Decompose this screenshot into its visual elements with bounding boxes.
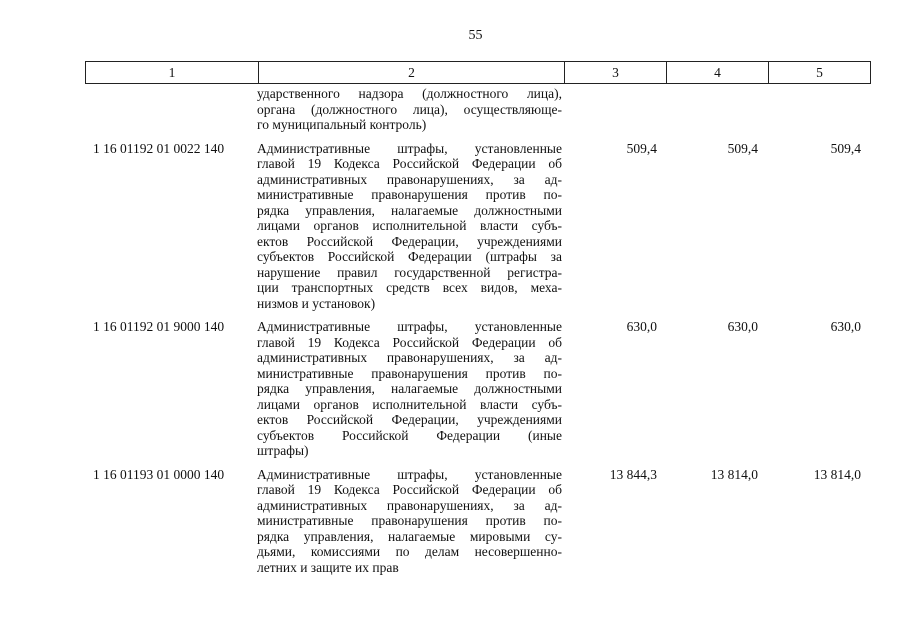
value-cell-5: 509,4	[830, 140, 861, 156]
code-cell: 1 16 01192 01 0022 140	[93, 140, 225, 156]
continuation-row	[85, 86, 867, 133]
code-cell: 1 16 01193 01 0000 140	[93, 466, 225, 482]
description-line: рядка управления, налагаемые мировыми су-	[257, 528, 562, 544]
description-line: нарушение правил государственной регистра-	[257, 264, 562, 280]
description-line: субъектов Российской Федерации (штрафы за	[257, 249, 562, 264]
description-line: лицами органов исполнительной власти субъ-	[257, 218, 562, 233]
description-line: дьями, комиссиями по делам несовершенно-	[257, 544, 562, 559]
value-cell-5: 630,0	[830, 319, 861, 334]
value-cell-3: 13 844,3	[609, 466, 657, 482]
description-line: лицами органов исполнительной власти субъ-	[257, 396, 562, 412]
description-line: административных правонарушениях, за ад-	[257, 350, 562, 365]
column-header-4: 4	[667, 62, 769, 84]
description-cell	[257, 141, 562, 312]
value-cell-4: 509,4	[727, 140, 758, 156]
table-row	[85, 141, 867, 312]
description-line: Административные штрафы, установленные	[257, 466, 562, 482]
description-line: административных правонарушениях, за ад-	[257, 497, 562, 513]
description-line: летних и защите их прав	[257, 559, 399, 575]
description-line: ции транспортных средств всех видов, меха-	[257, 280, 562, 295]
table-body	[85, 86, 867, 583]
description-line: го муниципальный контроль)	[257, 117, 427, 132]
description-line: субъектов Российской Федерации (иные	[257, 427, 562, 443]
description-line: рядка управления, налагаемые должностными	[257, 381, 562, 396]
column-header-5: 5	[769, 62, 871, 84]
value-cell-4: 13 814,0	[710, 466, 758, 482]
column-header-3: 3	[565, 62, 667, 84]
description-cell	[257, 467, 562, 576]
description-line: Административные штрафы, установленные	[257, 319, 562, 334]
description-line: Административные штрафы, установленные	[257, 140, 562, 156]
code-cell	[85, 86, 257, 133]
value-cell-5: 13 814,0	[813, 466, 861, 482]
table-row	[85, 319, 867, 459]
value-cell-3: 509,4	[626, 140, 657, 156]
description-line: главой 19 Кодекса Российской Федерации об	[257, 482, 562, 497]
description-line: министративные правонарушения против по-	[257, 365, 562, 381]
description-line: министративные правонарушения против по-	[257, 187, 562, 202]
value-cell-4: 630,0	[727, 319, 758, 334]
description-cell	[257, 319, 562, 459]
description-line: главой 19 Кодекса Российской Федерации об	[257, 334, 562, 350]
column-header-1: 1	[86, 62, 259, 84]
description-line: ектов Российской Федерации, учреждениями	[257, 233, 562, 249]
description-line: низмов и установок)	[257, 295, 376, 311]
description-line: ударственного надзора (должностного лица),	[257, 86, 562, 101]
table-row	[85, 467, 867, 576]
column-header-2: 2	[259, 62, 565, 84]
description-line: органа (должностного лица), осуществляюще-	[257, 101, 562, 117]
value-cell-3: 630,0	[626, 319, 657, 334]
description-line: главой 19 Кодекса Российской Федерации об	[257, 156, 562, 171]
description-line: рядка управления, налагаемые должностными	[257, 202, 562, 218]
description-line: штрафы)	[257, 443, 309, 458]
description-line: министративные правонарушения против по-	[257, 513, 562, 528]
description-line: ектов Российской Федерации, учреждениями	[257, 412, 562, 427]
description-line: административных правонарушениях, за ад-	[257, 171, 562, 187]
code-cell: 1 16 01192 01 9000 140	[93, 319, 225, 334]
column-header-table	[85, 61, 871, 84]
description-cell	[257, 86, 562, 133]
page-number: 55	[468, 28, 483, 43]
